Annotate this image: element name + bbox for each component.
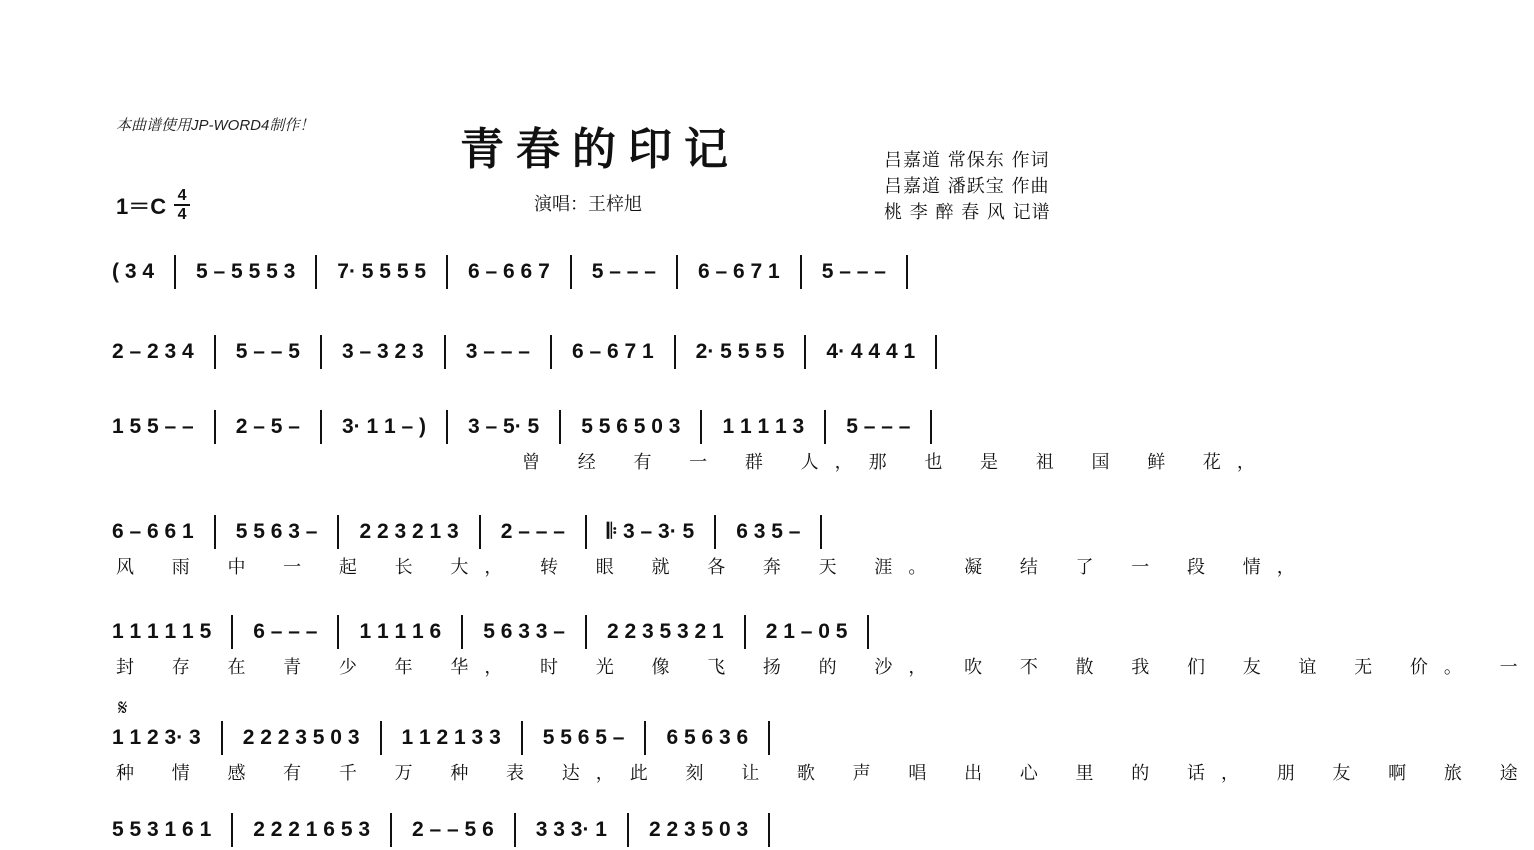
measure: 𝄆 3 – 3· 5 — [606, 520, 695, 543]
lyric-line-3: 曾 经 有 一 群 人，那 也 是 祖 国 鲜 花， — [522, 452, 1271, 473]
measure: 5 – – – — [821, 260, 886, 283]
measure: 1 5 5 – – — [112, 415, 194, 438]
bar-line — [231, 813, 233, 847]
measure: 1 1 2 3· 3 — [112, 726, 201, 749]
measure: 7· 5 5 5 5 — [337, 260, 427, 283]
measure: 6 3 5 – — [736, 520, 801, 543]
bar-line — [446, 410, 448, 444]
bar-line — [315, 255, 317, 289]
measure: 2 2 3 5 0 3 — [648, 818, 749, 841]
measure: 3 – 3 2 3 — [341, 340, 424, 363]
measure: 3 – – – — [465, 340, 530, 363]
measure: 6 – 6 7 1 — [571, 340, 654, 363]
bar-line — [221, 721, 223, 755]
measure: 2· 5 5 5 5 — [695, 340, 785, 363]
measure: 2 2 3 2 1 3 — [359, 520, 459, 543]
measure: 2 – 2 3 4 — [112, 340, 194, 363]
bar-line — [744, 615, 746, 649]
bar-line — [514, 813, 516, 847]
measure: 3· 1 1 – ) — [341, 415, 427, 438]
notation-line-5 — [112, 612, 1092, 652]
bar-line — [214, 410, 216, 444]
measure: 1 1 1 1 3 — [722, 415, 805, 438]
bar-line — [644, 721, 646, 755]
measure: 6 – 6 6 7 — [468, 260, 550, 283]
measure: 5 5 3 1 6 1 — [112, 818, 212, 841]
measure: 2 2 2 3 5 0 3 — [242, 726, 360, 749]
lyricist-credit: 吕嘉道 常保东 作词 — [884, 150, 1050, 171]
bar-line — [930, 410, 932, 444]
key-signature — [116, 188, 190, 222]
notation-line-4 — [112, 512, 1092, 552]
measure: 2 – – – — [500, 520, 565, 543]
notation-line-7 — [112, 810, 1092, 850]
measure: 3 – 5· 5 — [468, 415, 540, 438]
measure: 1 1 1 1 1 5 — [112, 620, 212, 643]
measure: 2 1 – 0 5 — [765, 620, 848, 643]
bar-line — [337, 615, 339, 649]
lyric-line-6: 种 情 感 有 千 万 种 表 达，此 刻 让 歌 声 唱 出 心 里 的 话， 朋 友 啊 旅 途 — [116, 763, 1534, 784]
measure: 6 5 6 3 6 — [666, 726, 749, 749]
measure: 5 6 3 3 – — [483, 620, 565, 643]
transcriber-credit: 桃 李 醉 春 风 记谱 — [884, 202, 1051, 223]
notation-line-3 — [112, 407, 1092, 447]
bar-line — [337, 515, 339, 549]
measure: 5 5 6 3 – — [235, 520, 318, 543]
measure: 6 – 6 6 1 — [112, 520, 194, 543]
notation-line-2 — [112, 332, 1092, 372]
bar-line — [674, 335, 676, 369]
lyric-line-5: 封 存 在 青 少 年 华， 时 光 像 飞 扬 的 沙， 吹 不 散 我 们 友 谊 无 价。 一 — [116, 657, 1534, 678]
measure: 5 5 6 5 – — [542, 726, 625, 749]
bar-line — [390, 813, 392, 847]
bar-line — [585, 615, 587, 649]
bar-line — [906, 255, 908, 289]
credits-block — [884, 148, 1051, 226]
measure: 6 – – – — [253, 620, 318, 643]
bar-line — [800, 255, 802, 289]
time-top: 4 — [177, 187, 187, 204]
bar-line — [550, 335, 552, 369]
measure: 2 – 5 – — [235, 415, 300, 438]
lyric-line-4: 风 雨 中 一 起 长 大， 转 眼 就 各 奔 天 涯。 凝 结 了 一 段 情， — [116, 557, 1311, 578]
singer-credit: 演唱：王梓旭 — [534, 194, 642, 215]
measure: 4· 4 4 4 1 — [826, 340, 916, 363]
measure: 1 1 2 1 3 3 — [401, 726, 501, 749]
measure: ( 3 4 — [112, 260, 155, 283]
bar-line — [444, 335, 446, 369]
measure: 5 – 5 5 5 3 — [196, 260, 296, 283]
bar-line — [320, 335, 322, 369]
composer-credit: 吕嘉道 潘跃宝 作曲 — [884, 176, 1050, 197]
bar-line — [824, 410, 826, 444]
measure: 2 – – 5 6 — [412, 818, 494, 841]
bar-line — [676, 255, 678, 289]
bar-line — [768, 813, 770, 847]
bar-line — [446, 255, 448, 289]
bar-line — [585, 515, 587, 549]
bar-line — [521, 721, 523, 755]
measure: 2 2 3 5 3 2 1 — [606, 620, 724, 643]
measure: 5 5 6 5 0 3 — [581, 415, 681, 438]
bar-line — [214, 515, 216, 549]
bar-line — [461, 615, 463, 649]
bar-line — [935, 335, 937, 369]
bar-line — [174, 255, 176, 289]
measure: 5 – – 5 — [235, 340, 300, 363]
bar-line — [570, 255, 572, 289]
bar-line — [214, 335, 216, 369]
measure: 3 3 3· 1 — [535, 818, 607, 841]
measure: 1 1 1 1 6 — [359, 620, 442, 643]
bar-line — [231, 615, 233, 649]
segno-sign: 𝄋 — [118, 696, 128, 721]
notation-line-6 — [112, 718, 1092, 758]
bar-line — [700, 410, 702, 444]
bar-line — [627, 813, 629, 847]
key-label: 1＝C — [116, 193, 167, 219]
measure: 6 – 6 7 1 — [697, 260, 780, 283]
bar-line — [320, 410, 322, 444]
time-signature — [174, 188, 190, 222]
bar-line — [820, 515, 822, 549]
measure: 2 2 2 1 6 5 3 — [253, 818, 371, 841]
bar-line — [559, 410, 561, 444]
bar-line — [804, 335, 806, 369]
bar-line — [867, 615, 869, 649]
song-title: 青春的印记 — [460, 124, 740, 175]
bar-line — [380, 721, 382, 755]
time-bottom: 4 — [177, 206, 187, 223]
bar-line — [768, 721, 770, 755]
measure: 5 – – – — [591, 260, 656, 283]
software-note: 本曲谱使用JP-WORD4制作！ — [116, 117, 315, 134]
bar-line — [714, 515, 716, 549]
bar-line — [479, 515, 481, 549]
measure: 5 – – – — [846, 415, 911, 438]
notation-line-1 — [112, 252, 1092, 292]
